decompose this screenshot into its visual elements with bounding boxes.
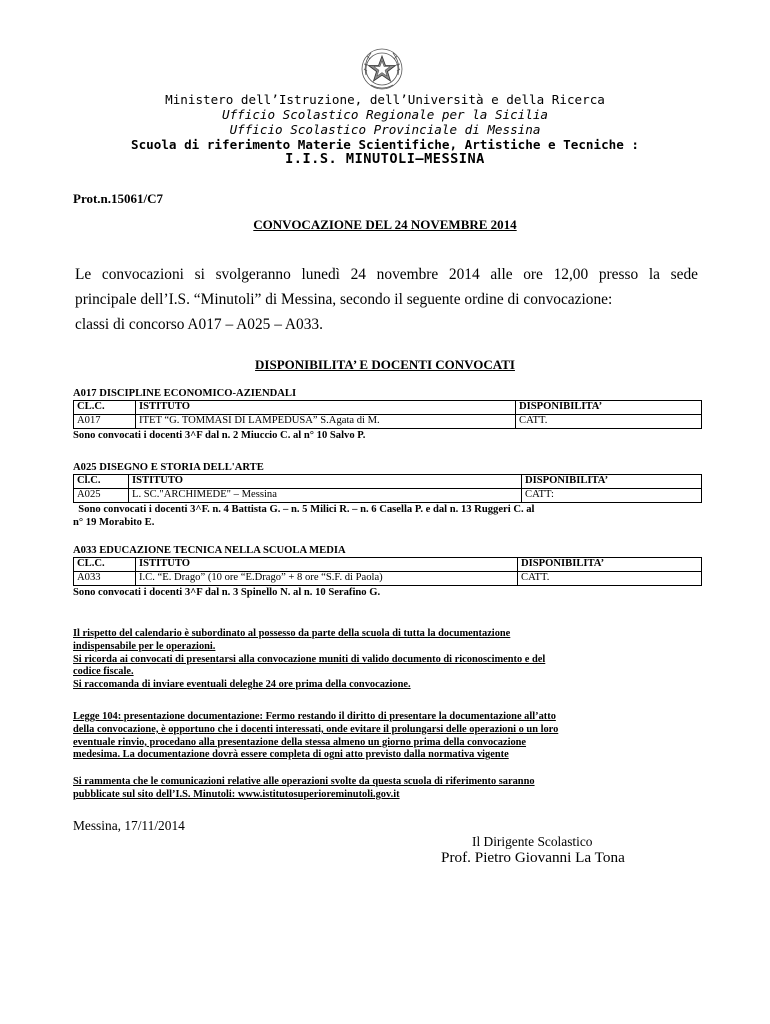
section-title: A025 DISEGNO E STORIA DELL'ARTE xyxy=(73,462,264,473)
table-cell: CATT. xyxy=(518,572,702,586)
table-row xyxy=(74,415,702,429)
intro-line: Le convocazioni si svolgeranno lunedì 24 novembre 2014 alle ore 12,00 presso la sede xyxy=(75,266,698,283)
table-cell: A025 xyxy=(74,489,129,503)
header-cell: ISTITUTO xyxy=(136,401,516,415)
table-cell: A017 xyxy=(74,415,136,429)
section-a025 xyxy=(73,461,701,529)
reference-school-line: Scuola di riferimento Materie Scientifiche, Artistiche e Tecniche : xyxy=(131,137,639,152)
table-cell: CATT: xyxy=(522,489,702,503)
table-header-row xyxy=(74,475,702,489)
protocol-number: Prot.n.15061/C7 xyxy=(73,191,164,206)
notice-line: Si ricorda ai convocati di presentarsi alla convocazione muniti di valido documento di riconoscimento e del xyxy=(73,653,546,665)
table-header-row xyxy=(74,558,702,572)
header-cell: DISPONIBILITA’ xyxy=(522,475,702,489)
convocation-title: CONVOCAZIONE DEL 24 NOVEMBRE 2014 xyxy=(253,217,517,232)
place-date: Messina, 17/11/2014 xyxy=(73,818,185,833)
table-row xyxy=(74,489,702,503)
header-cell: CL.C. xyxy=(74,558,136,572)
convoked-teachers-note: Sono convocati i docenti 3^F dal n. 2 Miuccio C. al n° 10 Salvo P. xyxy=(73,430,366,441)
availability-table xyxy=(73,474,702,503)
section-a017 xyxy=(73,387,701,442)
header-cell: Cl.C. xyxy=(74,475,129,489)
table-row xyxy=(74,572,702,586)
notice-line: Legge 104: presentazione documentazione: Fermo restando il diritto di presentare la documentazione all’atto xyxy=(73,711,556,722)
header-cell: ISTITUTO xyxy=(136,558,518,572)
documentation-notice xyxy=(73,628,713,692)
table-header-row xyxy=(74,401,702,415)
availability-table xyxy=(73,400,702,429)
notice-line: pubblicate sul sito dell’I.S. Minutoli: www.istitutosuperioreminutoli.gov.it xyxy=(73,788,400,800)
website-notice xyxy=(73,776,713,802)
section-title: A033 EDUCAZIONE TECNICA NELLA SCUOLA MEDIA xyxy=(73,545,346,556)
table-cell: CATT. xyxy=(516,415,702,429)
notice-line: indispensabile per le operazioni. xyxy=(73,640,216,652)
intro-paragraph xyxy=(75,262,698,337)
notice-line: Si raccomanda di inviare eventuali deleghe 24 ore prima della convocazione. xyxy=(73,679,411,691)
section-title: A017 DISCIPLINE ECONOMICO-AZIENDALI xyxy=(73,388,297,399)
intro-line: classi di concorso A017 – A025 – A033. xyxy=(75,316,323,333)
convoked-teachers-note: Sono convocati i docenti 3^F dal n. 3 Spinello N. al n. 10 Serafino G. xyxy=(73,587,381,598)
section-a033 xyxy=(73,544,701,599)
table-cell: ITET “G. TOMMASI DI LAMPEDUSA” S.Agata di M. xyxy=(136,415,516,429)
law-104-notice xyxy=(73,711,713,762)
notice-line: Il rispetto del calendario è subordinato al possesso da parte della scuola di tutta la documentazione xyxy=(73,628,511,639)
signatory-role: Il Dirigente Scolastico xyxy=(472,834,593,849)
header-cell: CL.C. xyxy=(74,401,136,415)
ministry-line: Ministero dell’Istruzione, dell’Università e della Ricerca xyxy=(165,92,605,107)
table-cell: I.C. “E. Drago” (10 ore “E.Drago” + 8 ore “S.F. di Paola) xyxy=(136,572,518,586)
header-cell: ISTITUTO xyxy=(129,475,522,489)
institute-name: I.I.S. MINUTOLI–MESSINA xyxy=(285,151,485,167)
convoked-teachers-note: Sono convocati i docenti 3^F. n. 4 Battista G. – n. 5 Milici R. – n. 6 Casella P. e dal n. 13 Ruggeri C. al xyxy=(73,504,535,515)
table-cell: L. SC."ARCHIMEDE" – Messina xyxy=(129,489,522,503)
header-cell: DISPONIBILITA’ xyxy=(518,558,702,572)
notice-line: Si rammenta che le comunicazioni relative alle operazioni svolte da questa scuola di riferimento saranno xyxy=(73,776,535,787)
availability-table xyxy=(73,557,702,586)
intro-line: principale dell’I.S. “Minutoli” di Messina, secondo il seguente ordine di convocazione: xyxy=(75,291,613,308)
availability-title: DISPONIBILITA’ E DOCENTI CONVOCATI xyxy=(255,357,515,372)
header-cell: DISPONIBILITA’ xyxy=(516,401,702,415)
signatory-name: Prof. Pietro Giovanni La Tona xyxy=(441,849,625,866)
notice-line: medesima. La documentazione dovrà essere completa di ogni atto previsto dalla normativa vigente xyxy=(73,749,509,761)
notice-line: eventuale rinvio, procedano alla presentazione della stessa almeno un giorno prima della convocazione xyxy=(73,736,527,748)
convoked-teachers-note-cont: n° 19 Morabito E. xyxy=(73,517,155,528)
italian-republic-emblem-icon xyxy=(357,43,407,93)
notice-line: della convocazione, è opportuno che i docenti interessati, onde evitare il prolungarsi delle operazioni o un loro xyxy=(73,723,559,735)
regional-office-line: Ufficio Scolastico Regionale per la Sicilia xyxy=(221,107,549,122)
table-cell: A033 xyxy=(74,572,136,586)
notice-line: codice fiscale. xyxy=(73,666,134,678)
provincial-office-line: Ufficio Scolastico Provinciale di Messina xyxy=(229,122,541,137)
